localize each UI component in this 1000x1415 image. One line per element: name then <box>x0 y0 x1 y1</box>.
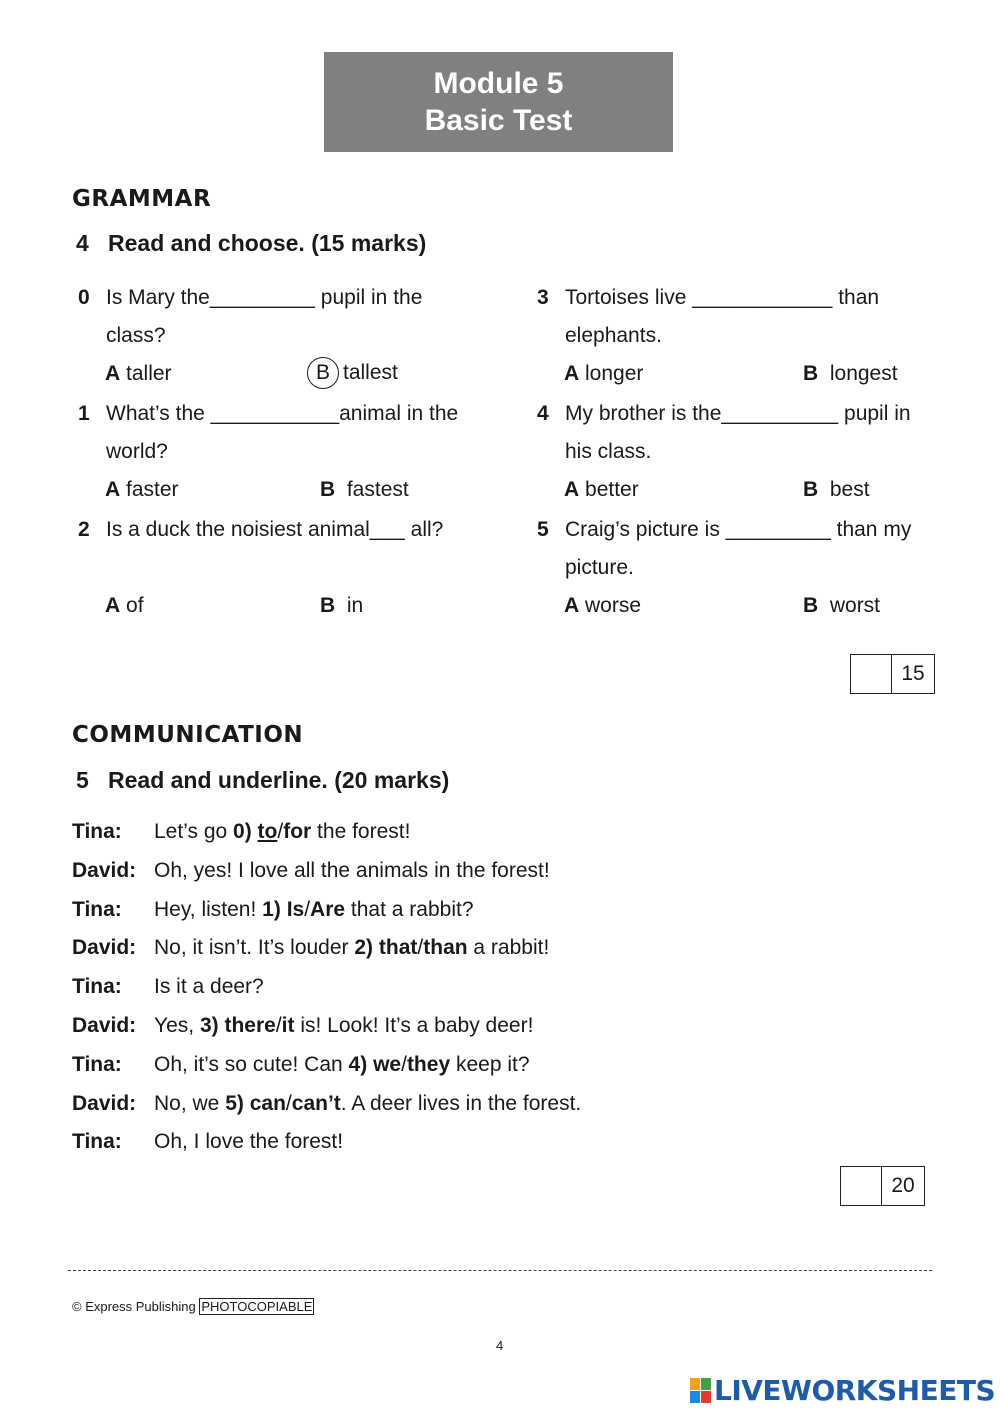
dialogue-line: No, it isn’t. It’s louder 2) that/than a rabbit! <box>154 936 550 959</box>
choice-option-1[interactable]: Is <box>286 898 305 921</box>
dialogue-line: Hey, listen! 1) Is/Are that a rabbit? <box>154 898 474 921</box>
dialogue-line: Is it a deer? <box>154 975 264 998</box>
task-number: 5 <box>76 767 89 793</box>
question-0: 0 Is Mary the_________ pupil in the class? <box>78 286 423 347</box>
grammar-heading: GRAMMAR <box>72 186 212 212</box>
task-number: 4 <box>76 230 89 256</box>
question-1-option-a[interactable]: A faster <box>105 478 179 501</box>
choice-option-2[interactable]: it <box>281 1014 295 1037</box>
task-instruction: Read and choose. (15 marks) <box>108 230 427 256</box>
choice-option-1[interactable]: we <box>373 1053 402 1076</box>
dialogue-line: Let’s go 0) to/for the forest! <box>154 820 411 843</box>
question-1-option-b[interactable]: B fastest <box>320 478 409 501</box>
question-3-option-a[interactable]: A longer <box>564 362 644 385</box>
grammar-max-score: 15 <box>901 662 925 685</box>
dialogue-line: Oh, yes! I love all the animals in the forest! <box>154 859 550 882</box>
question-0-option-a[interactable]: A taller <box>105 362 172 385</box>
circled-answer: B <box>307 357 339 389</box>
cut-line <box>68 1270 932 1271</box>
question-3: 3 Tortoises live ____________ than elephants. <box>537 286 880 347</box>
publisher: © Express Publishing <box>72 1299 196 1314</box>
question-1: 1 What’s the ___________animal in the world? <box>78 402 459 463</box>
question-5-option-a[interactable]: A worse <box>564 594 642 617</box>
title-box <box>324 52 673 152</box>
choice-option-2[interactable]: than <box>423 936 468 959</box>
question-5: 5 Craig’s picture is _________ than my picture. <box>537 518 912 579</box>
question-5-option-b[interactable]: B worst <box>803 594 881 617</box>
dialogue-speaker: Tina: <box>72 1130 122 1153</box>
question-4: 4 My brother is the__________ pupil in his class. <box>537 402 911 463</box>
question-2-option-a[interactable]: A of <box>105 594 144 617</box>
dialogue-line: Oh, I love the forest! <box>154 1130 344 1153</box>
question-2-option-b[interactable]: B in <box>320 594 364 617</box>
footer-credit <box>72 1299 314 1314</box>
grammar-score-box <box>850 654 935 694</box>
dialogue-speaker: Tina: <box>72 975 122 998</box>
test-title: Basic Test <box>424 104 573 137</box>
communication-max-score: 20 <box>891 1174 915 1197</box>
dialogue <box>72 820 932 1160</box>
dialogue-speaker: David: <box>72 859 137 882</box>
choice-option-1[interactable]: that <box>378 936 418 959</box>
dialogue-line: Oh, it’s so cute! Can 4) we/they keep it? <box>154 1053 530 1076</box>
dialogue-speaker: Tina: <box>72 820 122 843</box>
dialogue-speaker: David: <box>72 936 137 959</box>
page-number: 4 <box>496 1338 504 1353</box>
module-title: Module 5 <box>433 67 564 100</box>
liveworksheets-logo[interactable] <box>690 1374 995 1407</box>
choice-option-2[interactable]: they <box>406 1053 451 1076</box>
communication-score-box <box>840 1166 925 1206</box>
choice-option-2[interactable]: Are <box>310 898 346 921</box>
dialogue-speaker: Tina: <box>72 1053 122 1076</box>
question-4-option-a[interactable]: A better <box>564 478 639 501</box>
communication-heading: COMMUNICATION <box>72 722 304 748</box>
dialogue-line: No, we 5) can/can’t. A deer lives in the forest. <box>154 1092 582 1115</box>
dialogue-line: Yes, 3) there/it is! Look! It’s a baby deer! <box>154 1014 534 1037</box>
question-0-option-b[interactable]: B tallest <box>312 357 398 389</box>
score-input-area[interactable] <box>851 655 892 693</box>
question-4-option-b[interactable]: B best <box>803 478 870 501</box>
choice-option-1[interactable]: to <box>257 820 278 843</box>
dialogue-speaker: David: <box>72 1014 137 1037</box>
communication-task <box>76 767 449 794</box>
question-2: 2 Is a duck the noisiest animal___ all? <box>78 518 444 541</box>
logo-text: LIVEWORKSHEETS <box>714 1374 996 1407</box>
choice-option-1[interactable]: there <box>224 1014 276 1037</box>
dialogue-speaker: David: <box>72 1092 137 1115</box>
logo-mark-icon <box>690 1378 711 1403</box>
dialogue-speaker: Tina: <box>72 898 122 921</box>
task-instruction: Read and underline. (20 marks) <box>108 767 450 793</box>
choice-option-2[interactable]: can’t <box>291 1092 341 1115</box>
photocopiable-label: PHOTOCOPIABLE <box>201 1299 313 1314</box>
choice-option-2[interactable]: for <box>283 820 312 843</box>
score-input-area[interactable] <box>841 1167 882 1205</box>
grammar-task <box>76 230 426 257</box>
question-3-option-b[interactable]: B longest <box>803 362 898 385</box>
choice-option-1[interactable]: can <box>249 1092 286 1115</box>
